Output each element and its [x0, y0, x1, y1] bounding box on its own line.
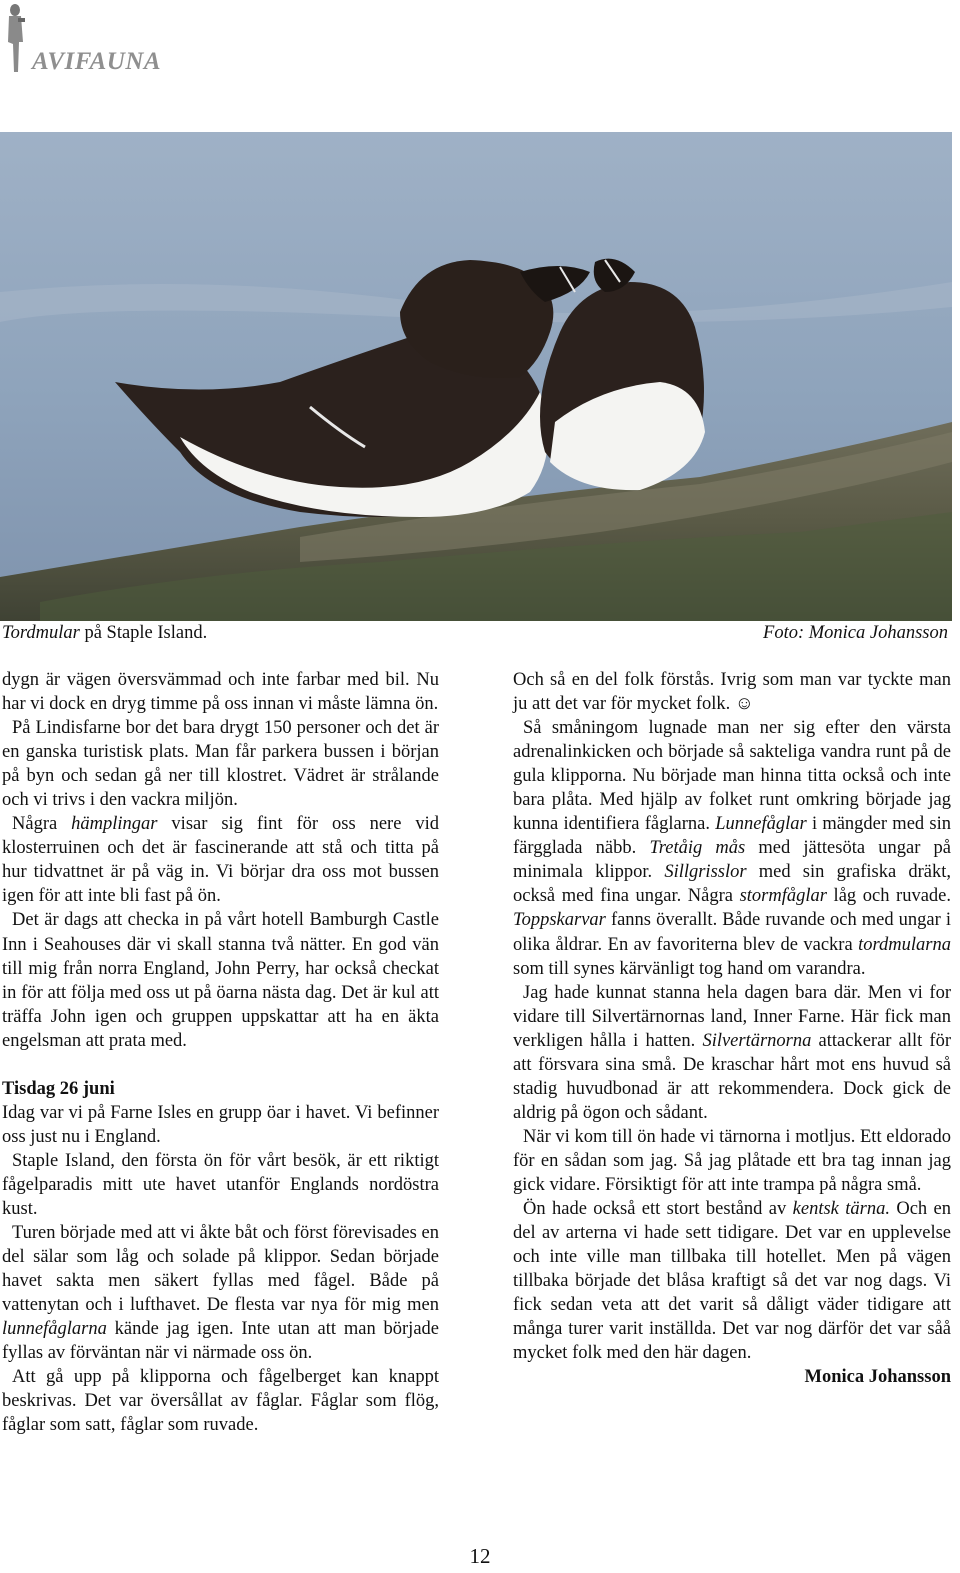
text-run: med sin grafiska dräkt, också med fina ungar. Några — [513, 862, 951, 907]
paragraph — [2, 1221, 439, 1365]
species-name: Lunnefåglar — [715, 814, 807, 835]
text-run: fanns överallt. Både ruvande och med ungar i olika åldrar. En av favoriterna blev de vackra — [513, 910, 951, 955]
paragraph — [513, 716, 951, 981]
caption-species: Tordmular — [2, 623, 80, 643]
text-run: som till synes kärvänligt tog hand om varandra. — [513, 958, 866, 979]
photo-credit: Foto: Monica Johansson — [763, 623, 948, 643]
species-name: hämplingar — [71, 814, 158, 835]
razorbills-illustration — [0, 132, 952, 621]
text-run: med jättesöta ungar på minimala klippor. — [513, 838, 951, 883]
paragraph: Det är dags att checka in på vårt hotell Bamburgh Castle Inn i Seahouses där vi skall stanna två nätter. En god vän till mig från norra England, John Perry, har också checkat in för att följa med oss ut på öarna nästa dag. Det är kul att träffa John igen och gruppen uppskattar att ha en äkta engelsman att prata med. — [2, 910, 439, 1051]
paragraph — [513, 1197, 951, 1365]
page-number: 12 — [469, 1544, 491, 1568]
species-name: Sillgrisslor — [664, 862, 747, 883]
photo-caption — [2, 621, 207, 645]
text-run: Jag hade kunnat stanna hela dagen bara där. Men vi for vidare till Silvertärnornas land, Inner Farne. Här fick man verkligen hålla i hatten. — [513, 982, 951, 1051]
text-run: i mängder med sin färgglada näbb. — [513, 814, 951, 859]
logo-text: AVIFAUNA — [32, 48, 162, 75]
text-run: attackerar allt för att försvara sina små. De kraschar hårt mot ens huvud så stadig huvudbonad är att rekommendera. Dock gick de aldrig på ögon och sådant. — [513, 1030, 951, 1123]
text-run: Ön hade också ett stort bestånd av — [523, 1199, 793, 1220]
text-run: Turen började med att vi åkte båt och först förevisades en del sälar som låg och solade på klippor. Sedan började havet sakta men säkert fyllas med fågel. Både på vattenytan och i lufthavet. De flesta var nya för mig men — [2, 1223, 439, 1316]
species-name: kentsk tärna. — [792, 1199, 890, 1220]
species-name: tordmularna — [858, 934, 951, 955]
paragraph: Och så en del folk förstås. Ivrig som man var tyckte man ju att det var för mycket folk. ☺ — [513, 670, 951, 715]
avifauna-logo — [2, 2, 177, 78]
left-column — [2, 668, 439, 1437]
paragraph — [513, 981, 951, 1125]
paragraph: dygn är vägen översvämmad och inte farbar med bil. Nu har vi dock en dryg timme på oss innan vi måste lämna ön. — [2, 670, 439, 715]
text-run: Så småningom lugnade man ner sig efter den värsta adrenalinkicken och började så sakteliga vandra runt på de gula klipporna. Nu började man hinna titta också och inte bara plåta. Med hjälp av folket runt omkring började jag kunna identifiera fåglarna. — [513, 718, 951, 835]
caption-text: på Staple Island. — [79, 623, 208, 643]
paragraph: På Lindisfarne bor det bara drygt 150 personer och det är en ganska turistisk plats. Man får parkera bussen i början på byn och sedan gå ner till klostret. Vädret är strålande och vi trivs i den vackra miljön. — [2, 718, 439, 811]
species-name: stormfåglar — [739, 886, 827, 907]
razorbills-photo — [0, 132, 952, 621]
section-heading: Tisdag 26 juni — [2, 1078, 115, 1099]
species-name: Tretåig mås — [649, 838, 746, 859]
paragraph: Att gå upp på klipporna och fågelberget kan knappt beskrivas. Det var översållat av fåglar. Fåglar som flög, fåglar som satt, fåglar som ruvade. — [2, 1367, 439, 1436]
paragraph: När vi kom till ön hade vi tärnorna i motljus. Ett eldorado för en sådan som jag. Så jag plåtade ett bra tag innan jag gick vidare. Försiktigt för att inte trampa på några små. — [513, 1126, 951, 1195]
text-run: visar sig fint för oss nere vid klosterruinen och det är fascinerande att stå och titta på hur tidvattnet är på väg in. Vi börjar dra oss mot bussen igen för att inte bli fast på ön. — [2, 814, 439, 907]
author-signature: Monica Johansson — [804, 1367, 951, 1388]
birdwatcher-figure-icon — [4, 2, 26, 74]
text-run: Några — [12, 814, 72, 835]
species-name: lunnefåglarna — [2, 1319, 107, 1340]
paragraph — [2, 812, 439, 908]
species-name: Toppskarvar — [513, 910, 606, 931]
text-run: Och en del av arterna vi hade sett tidigare. Det var en upplevelse och inte ville man tillbaka till hotellet. Men på vägen tillbaka började det blåsa kraftigt så det var nog dags. Vi fick sedan veta att det varit så dåligt väder tidigare att många turer varit inställda. Det var nog därför det var såå mycket folk med den här dagen. — [513, 1199, 951, 1364]
text-run: låg och ruvade. — [826, 886, 951, 907]
text-run: kände jag igen. Inte utan att man började fyllas av förväntan när vi närmade oss ön. — [2, 1319, 439, 1364]
right-column — [513, 668, 951, 1389]
paragraph: Staple Island, den första ön för vårt besök, är ett riktigt fågelparadis mitt ute havet utanför Englands nordöstra kust. — [2, 1150, 439, 1219]
species-name: Silvertärnorna — [702, 1030, 812, 1051]
paragraph: Idag var vi på Farne Isles en grupp öar i havet. Vi befinner oss just nu i England. — [2, 1102, 439, 1147]
